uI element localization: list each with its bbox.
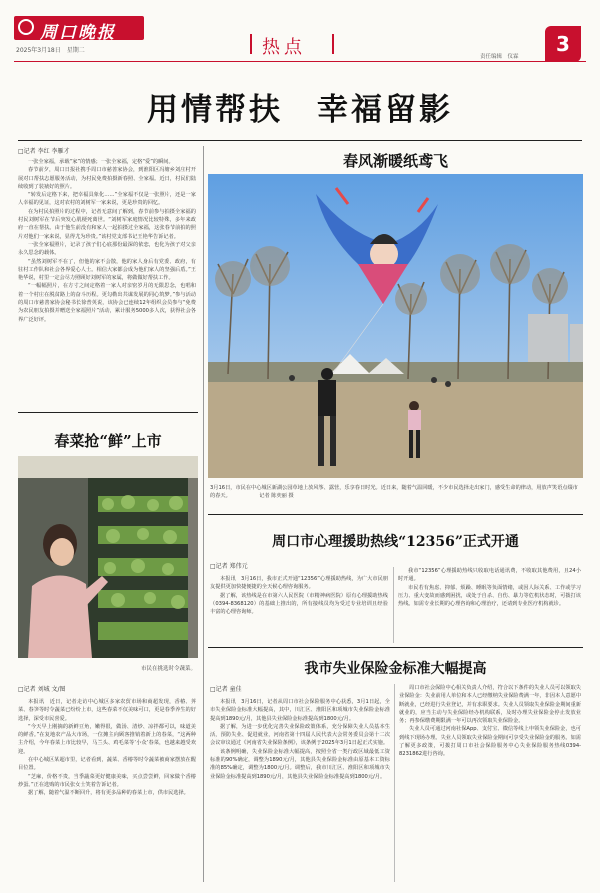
vegetable-body (18, 698, 196, 882)
unemployment-paragraph: 据了解，为进一步优化完善失业保险政策体系，充分保障失业人员基本生活，预防失业、促进就业，河南省第十四届人民代表大会常务委员会第十二次会议审议通过《河南省失业保险条例》，该条例于2025年3月1日起正式实施。 (210, 723, 390, 747)
logo-text: 周口晚报 (40, 23, 116, 43)
kite-bottom-rule (208, 514, 583, 515)
hotline-byline: □记者 郑伟元 (210, 563, 248, 570)
kite-caption: 3月16日，市民在中心城区新湖公园草地上放风筝、露营，乐享春日时光。近日来，随着气温回暖，不少市民选择走出家门，感受生命的律动，用放声笑语点缀市的春天。 记者 陈奕丽 摄 (210, 485, 578, 499)
headline-rule (18, 140, 582, 141)
vegetable-title: 春菜抢“鲜”上市 (54, 432, 162, 450)
section-bracket-left (250, 34, 252, 54)
vegetable-paragraph: 本报讯 近日，记者走访中心城区多家农贸市场和商超发现，香椿、荠菜、春笋等时令蔬菜已纷纷上市，这些春菜不仅美味可口，更是春季养生的好选择，深受市民喜爱。 (18, 699, 196, 722)
vegetable-paragraph: 在中心城区某超市里，记者看到，蔬菜、香椿等时令蔬菜被商家摆放在醒目位置。 (18, 757, 196, 772)
col1-paragraph: 在为村民拍照片的过程中，记者无意间了解到，春节前参与拍摄全家福的村民刘树军在节后突发心肌梗死离世。“刘树军家庭情况比较特殊，多年来政府一直在帮扶。由于他生前没有和家人一起拍摄过全家福，这张春节前拍的照片对他们一家来说，显得尤为珍贵。”该村党支部书记王艳华告诉记者。 (18, 208, 196, 240)
issue-date: 2025年3月18日 星期二 (16, 47, 85, 54)
unemployment-paragraph: 本报讯 3月16日，记者从周口市社会保险服务中心获悉，3月1日起，全市失业保险金标准大幅提高，其中，川汇区、淮阳区和项城市失业保险金标准提高到1890元/月，其他县失业保险金标准提高到1800元/月。 (210, 699, 390, 722)
vegetable-byline: □记者 刘城 文/图 (18, 686, 66, 693)
newspaper-logo (14, 16, 144, 43)
unemployment-paragraph: 周口市社会保险中心相关负责人介绍，符合以下条件的失业人员可以领取失业保险金：失业前用人单位和本人已经缴纳失业保险费满一年，非因本人意愿中断就业，已经进行失业登记，并有求职要求。失业人员领取失业保险金期间重新就业的，应当主动与失业保险经办机构联系，及时办理失业保险金停止发放业务；再参保缴费期限满一年可以再次领取失业保险金。 (399, 685, 581, 725)
page-number: 3 (556, 32, 570, 56)
col1-byline: □记者 李红 李雁才 (18, 148, 70, 155)
col1-paragraph: “虽然刘树军不在了，但他的家不会散，他的家人身后有党委、政府，有驻村工作队和社会各界爱心人士。相信大家都会成为他们家人的坚强后盾。”王艳华说，村里一定会尽力照顾好刘树军的家属，将做做好帮扶工作。 (18, 258, 196, 282)
unemployment-body-left (210, 698, 390, 882)
vegetable-photo (18, 456, 198, 658)
main-headline: 用情帮扶 幸福留影 (147, 92, 453, 128)
kite-title: 春风渐暖纸鸢飞 (342, 152, 448, 170)
col1-paragraph: “转发后定格下来，把幸福具象化……”全家福不仅是一张照片，还是一家人幸福的见证，这对农村的刘树军一家来说，更是珍贵的回忆。 (18, 192, 196, 207)
unemployment-title: 我市失业保险金标准大幅提高 (304, 661, 487, 677)
vegetable-paragraph: 据了解，随着气温不断回升，将有更多品种的春菜上市，供市民选择。 (28, 790, 189, 797)
vegetable-caption: 市民在挑选时令蔬菜。 (140, 666, 196, 672)
editor-line: 责任编辑 仪霖 (480, 54, 519, 60)
col1-paragraph: 一张全家福照片，记录了孩子们心底那份最深的依恋，也化为孩子对父亲永久思念的载体。 (18, 241, 196, 257)
unemployment-body-right (399, 684, 581, 882)
masthead-rule (14, 61, 586, 62)
kite-photo (208, 174, 583, 478)
logo-emblem-icon (18, 19, 34, 35)
hotline-paragraph: 市民若有焦虑、抑郁、烦躁、睡眠等负面情绪，或因人际关系、工作或学习压力、重大变故而感到困扰，或处于自杀、自伤、暴力等危机状态时，可拨打该热线。如需专业长期的心理咨询和心理治疗，还请到专业医疗机构就诊。 (398, 584, 581, 608)
section-bracket-right (332, 34, 334, 54)
hotline-body-left (210, 575, 388, 643)
unemployment-column-divider (394, 684, 395, 882)
col1-paragraph: 春节前夕，周口日报社携手周口市慈善家协会，到淮阳区冯塘乡刘庄村开展对口帮扶志愿服务活动，为村民免费拍摄新春照、全家福。近日，村民们陆续收到了装裱好的照片。 (18, 167, 196, 190)
hotline-paragraph: 我市“12356”心理援助热线只收取电话通讯费，不收取其他费用，且24小时开通。 (398, 568, 581, 583)
hotline-paragraph: 本报讯 3月16日，我市正式开通“12356”心理援助热线，为广大市民朋友提供更加快捷便捷的全天候心理咨询服务。 (210, 576, 388, 591)
page-number-badge (545, 26, 581, 62)
column-divider (203, 146, 204, 882)
unemployment-paragraph: 该条例明确，失业保险金标准大幅提高，按照全省一类行政区域最低工资标准的90%确定，调整为1890元/月，其他县失业保险金标准由原基本工资标准的85%确定，调整为1800元/月。调整后，我市川汇区、淮阳区和项城市失业保险金标准提高到1890元/月，其他县失业保险金标准提高到1800元/月。 (210, 748, 390, 780)
vegetable-paragraph: “今天早上刚摘的新鲜豆角，嫩得很，做汤、清炒、凉拌都可以，味道美的鲜香。”在复地农产品大市场，一位摊主向顾客推销着新上的春菜，“这两种主介绍，今年春菜上市比较早，马兰头、鸡毛菜等‘小众’春菜，也越来越受欢迎。 (18, 723, 196, 755)
hotline-bottom-rule (208, 647, 583, 648)
col1-paragraph: “一幅幅照片，在方寸之间定格着一家人对亲密岁月的无限思念，也唱和着一个村庄在脱贫路上的奋斗历程。更勾勒出共谋发展的同心筑梦。”参与活动的周口市慈善家协会秘书长徐普英说，该协会已连续12年组织会员参与“免费为农民朋友拍摄并赠送全家福照片”活动，累计服务5000多人次，获得社会各界广泛好评。 (18, 283, 196, 323)
vegetable-top-rule (18, 412, 198, 413)
hotline-body-right (398, 567, 581, 643)
unemployment-byline: □记者 童佳 (210, 686, 242, 693)
section-label: 热点 (262, 37, 306, 58)
vegetable-paragraph: “芝麻，价格不贵，当季蔬菜更好健康美味，买点尝尝鲜，回家做个香椿炒蛋。”正在选购的市民张女士笑着告诉记者。 (18, 773, 196, 788)
masthead (0, 0, 600, 64)
col1-paragraph: 一张全家福，承载“家”的情感；一张全家福，定格“爱”的瞬间。 (28, 159, 174, 165)
unemployment-paragraph: 失业人员可通过河南社保App、支付宝、微信等线上申领失业保险金，也可到线下现场办理。失业人员领取失业保险金期间可享受失业保险金的服务。如需了解更多政策，可拨打周口市社会保险服务中心失业保险服务热线0394-8231862进行咨询。 (399, 726, 581, 758)
hotline-paragraph: 据了解，该热线是在市第六人民医院（市精神病医院）原有心理援助热线（0394-8368120）的基础上推出的，所有接线员均为受过专业培训且经验丰富的心理咨询师。 (210, 592, 388, 616)
hotline-column-divider (393, 567, 394, 643)
col1-body (18, 158, 196, 400)
hotline-title: 周口市心理援助热线“12356”正式开通 (272, 534, 519, 550)
